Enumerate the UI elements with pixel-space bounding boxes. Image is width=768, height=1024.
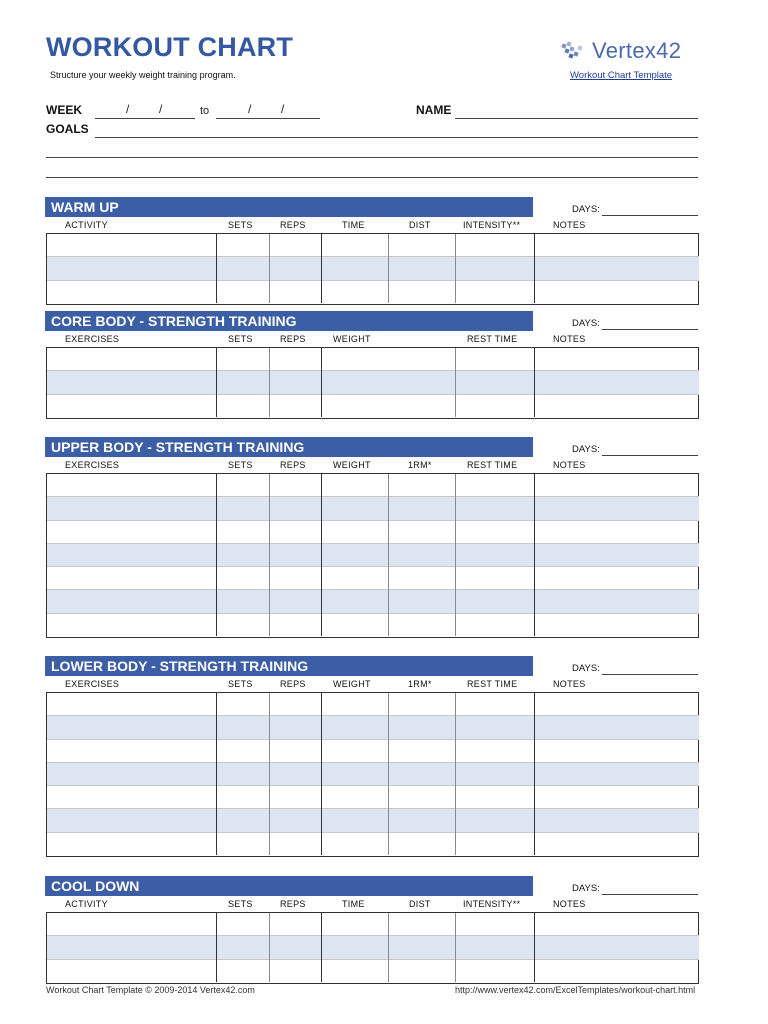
table-cell[interactable] <box>216 590 269 613</box>
table-core <box>46 347 699 419</box>
table-cell[interactable] <box>455 280 534 303</box>
table-cooldown <box>46 912 699 984</box>
days-label: DAYS: <box>572 204 600 215</box>
table-cell[interactable] <box>216 786 269 809</box>
table-warmup <box>46 233 699 305</box>
column-header: ACTIVITY <box>65 220 108 230</box>
table-cell[interactable] <box>534 348 699 371</box>
column-header: NOTES <box>553 899 586 909</box>
table-row <box>47 936 699 959</box>
table-cell[interactable] <box>388 739 455 762</box>
week-label: WEEK <box>46 103 82 117</box>
section-header-upper: UPPER BODY - STRENGTH TRAINING <box>45 437 533 457</box>
goals-field-line-2[interactable] <box>46 157 698 158</box>
column-header: REPS <box>280 899 306 909</box>
table-cell[interactable] <box>321 913 388 936</box>
table-cell[interactable] <box>269 474 321 497</box>
table-cell[interactable] <box>455 716 534 739</box>
table-cell[interactable] <box>321 959 388 982</box>
column-header: ACTIVITY <box>65 899 108 909</box>
table-cell[interactable] <box>388 959 455 982</box>
table-cell[interactable] <box>321 371 455 394</box>
week-start-field[interactable] <box>95 118 195 119</box>
table-cell[interactable] <box>388 786 455 809</box>
table-cell[interactable] <box>455 234 534 257</box>
table-cell[interactable] <box>455 613 534 636</box>
table-cell[interactable] <box>321 394 455 417</box>
column-header: INTENSITY** <box>463 220 521 230</box>
column-header: NOTES <box>553 334 586 344</box>
column-header: REST TIME <box>467 679 518 689</box>
table-cell[interactable] <box>534 257 699 280</box>
table-row <box>47 809 699 832</box>
table-cell[interactable] <box>216 832 269 855</box>
table-cell[interactable] <box>47 762 216 785</box>
table-cell[interactable] <box>321 520 388 543</box>
table-cell[interactable] <box>388 832 455 855</box>
table-cell[interactable] <box>269 520 321 543</box>
table-cell[interactable] <box>534 936 699 959</box>
table-cell[interactable] <box>455 832 534 855</box>
table-cell[interactable] <box>388 613 455 636</box>
table-cell[interactable] <box>216 739 269 762</box>
table-cell[interactable] <box>269 762 321 785</box>
table-cell[interactable] <box>388 809 455 832</box>
table-cell[interactable] <box>321 786 388 809</box>
days-field-cooldown[interactable] <box>602 894 698 895</box>
table-cell[interactable] <box>455 520 534 543</box>
column-header: SETS <box>228 679 253 689</box>
logo-wordmark: Vertex42 <box>592 38 682 63</box>
table-cell[interactable] <box>455 257 534 280</box>
date-slash: / <box>281 102 285 116</box>
column-header: REST TIME <box>467 334 518 344</box>
table-row <box>47 234 699 257</box>
table-cell[interactable] <box>455 474 534 497</box>
table-cell[interactable] <box>269 716 321 739</box>
goals-field-line-3[interactable] <box>46 177 698 178</box>
column-header: TIME <box>342 899 365 909</box>
table-cell[interactable] <box>47 936 216 959</box>
table-row <box>47 371 699 394</box>
table-row <box>47 474 699 497</box>
table-cell[interactable] <box>321 762 388 785</box>
table-cell[interactable] <box>388 257 455 280</box>
table-cell[interactable] <box>47 394 216 417</box>
table-cell[interactable] <box>47 371 216 394</box>
date-slash: / <box>126 102 130 116</box>
table-cell[interactable] <box>321 936 388 959</box>
table-cell[interactable] <box>534 913 699 936</box>
table-row <box>47 348 699 371</box>
column-header: EXERCISES <box>65 679 120 689</box>
table-cell[interactable] <box>47 693 216 716</box>
date-slash: / <box>248 102 252 116</box>
table-cell[interactable] <box>216 809 269 832</box>
table-cell[interactable] <box>216 520 269 543</box>
table-cell[interactable] <box>269 936 321 959</box>
table-cell[interactable] <box>455 959 534 982</box>
table-cell[interactable] <box>47 280 216 303</box>
table-cell[interactable] <box>269 394 321 417</box>
footer-copyright: Workout Chart Template © 2009-2014 Vertex42.com <box>46 985 255 995</box>
goals-label: GOALS <box>46 122 89 136</box>
table-row <box>47 280 699 303</box>
section-header-core: CORE BODY - STRENGTH TRAINING <box>45 311 533 331</box>
days-label: DAYS: <box>572 663 600 674</box>
column-header: NOTES <box>553 460 586 470</box>
table-cell[interactable] <box>216 497 269 520</box>
table-cell[interactable] <box>321 257 388 280</box>
table-upper <box>46 473 699 638</box>
table-cell[interactable] <box>269 348 321 371</box>
table-cell[interactable] <box>388 913 455 936</box>
goals-field-line-1[interactable] <box>95 137 698 138</box>
table-cell[interactable] <box>47 913 216 936</box>
week-end-field[interactable] <box>216 118 320 119</box>
table-row <box>47 497 699 520</box>
table-cell[interactable] <box>269 913 321 936</box>
days-label: DAYS: <box>572 444 600 455</box>
column-header: REST TIME <box>467 460 518 470</box>
table-cell[interactable] <box>269 371 321 394</box>
table-cell[interactable] <box>269 832 321 855</box>
table-cell[interactable] <box>534 520 699 543</box>
table-row <box>47 913 699 936</box>
table-cell[interactable] <box>534 234 699 257</box>
table-row <box>47 762 699 785</box>
days-field-core[interactable] <box>602 329 698 330</box>
table-cell[interactable] <box>216 913 269 936</box>
table-cell[interactable] <box>388 762 455 785</box>
column-header: DIST <box>409 220 431 230</box>
section-header-lower: LOWER BODY - STRENGTH TRAINING <box>45 656 533 676</box>
table-cell[interactable] <box>216 257 269 280</box>
template-link[interactable]: Workout Chart Template <box>570 70 673 81</box>
table-cell[interactable] <box>216 693 269 716</box>
table-cell[interactable] <box>269 280 321 303</box>
column-header: WEIGHT <box>333 460 371 470</box>
table-cell[interactable] <box>321 716 388 739</box>
name-field[interactable] <box>455 118 698 119</box>
table-lower <box>46 692 699 857</box>
table-cell[interactable] <box>47 520 216 543</box>
table-cell[interactable] <box>388 520 455 543</box>
table-cell[interactable] <box>47 567 216 590</box>
table-cell[interactable] <box>47 786 216 809</box>
table-row <box>47 543 699 566</box>
table-cell[interactable] <box>455 348 534 371</box>
table-cell[interactable] <box>388 716 455 739</box>
table-cell[interactable] <box>216 959 269 982</box>
table-cell[interactable] <box>269 786 321 809</box>
table-cell[interactable] <box>216 543 269 566</box>
table-cell[interactable] <box>47 739 216 762</box>
table-cell[interactable] <box>321 739 388 762</box>
table-cell[interactable] <box>388 567 455 590</box>
table-cell[interactable] <box>269 739 321 762</box>
table-row <box>47 739 699 762</box>
column-header: 1RM* <box>408 679 432 689</box>
table-cell[interactable] <box>216 234 269 257</box>
column-header: SETS <box>228 220 253 230</box>
column-header: TIME <box>342 220 365 230</box>
table-cell[interactable] <box>388 497 455 520</box>
table-cell[interactable] <box>47 959 216 982</box>
table-cell[interactable] <box>455 543 534 566</box>
table-cell[interactable] <box>534 543 699 566</box>
table-cell[interactable] <box>47 590 216 613</box>
table-cell[interactable] <box>321 809 388 832</box>
table-cell[interactable] <box>269 809 321 832</box>
section-header-cooldown: COOL DOWN <box>45 876 533 896</box>
table-cell[interactable] <box>455 497 534 520</box>
table-cell[interactable] <box>534 394 699 417</box>
table-cell[interactable] <box>455 809 534 832</box>
table-row <box>47 786 699 809</box>
table-cell[interactable] <box>388 474 455 497</box>
table-cell[interactable] <box>534 280 699 303</box>
date-slash: / <box>159 102 163 116</box>
to-label: to <box>200 105 210 117</box>
column-header: WEIGHT <box>333 334 371 344</box>
column-header: SETS <box>228 899 253 909</box>
column-header: INTENSITY** <box>463 899 521 909</box>
table-cell[interactable] <box>455 786 534 809</box>
table-cell[interactable] <box>216 613 269 636</box>
table-row <box>47 693 699 716</box>
table-cell[interactable] <box>534 786 699 809</box>
table-cell[interactable] <box>321 280 388 303</box>
table-cell[interactable] <box>216 280 269 303</box>
table-row <box>47 832 699 855</box>
column-header: REPS <box>280 334 306 344</box>
table-cell[interactable] <box>269 590 321 613</box>
table-cell[interactable] <box>388 280 455 303</box>
table-cell[interactable] <box>47 234 216 257</box>
column-header: REPS <box>280 460 306 470</box>
table-cell[interactable] <box>534 716 699 739</box>
table-row <box>47 959 699 982</box>
table-row <box>47 520 699 543</box>
table-cell[interactable] <box>321 474 388 497</box>
table-cell[interactable] <box>269 959 321 982</box>
table-cell[interactable] <box>534 590 699 613</box>
table-cell[interactable] <box>455 590 534 613</box>
table-cell[interactable] <box>321 348 455 371</box>
table-cell[interactable] <box>455 567 534 590</box>
section-header-warmup: WARM UP <box>45 197 533 217</box>
column-header: DIST <box>409 899 431 909</box>
table-row <box>47 716 699 739</box>
days-label: DAYS: <box>572 318 600 329</box>
table-cell[interactable] <box>47 348 216 371</box>
table-cell[interactable] <box>321 832 388 855</box>
table-cell[interactable] <box>269 497 321 520</box>
column-header: SETS <box>228 334 253 344</box>
table-cell[interactable] <box>216 371 269 394</box>
table-cell[interactable] <box>534 809 699 832</box>
table-row <box>47 394 699 417</box>
column-header: SETS <box>228 460 253 470</box>
column-header: WEIGHT <box>333 679 371 689</box>
table-cell[interactable] <box>216 567 269 590</box>
table-cell[interactable] <box>321 590 388 613</box>
table-cell[interactable] <box>47 832 216 855</box>
vertex42-logo[interactable] <box>560 40 700 66</box>
table-cell[interactable] <box>455 693 534 716</box>
table-cell[interactable] <box>269 567 321 590</box>
table-cell[interactable] <box>216 936 269 959</box>
table-row <box>47 590 699 613</box>
table-cell[interactable] <box>455 739 534 762</box>
footer-url[interactable]: http://www.vertex42.com/ExcelTemplates/workout-chart.html <box>455 985 696 995</box>
table-cell[interactable] <box>534 567 699 590</box>
days-label: DAYS: <box>572 883 600 894</box>
table-cell[interactable] <box>47 716 216 739</box>
table-cell[interactable] <box>534 497 699 520</box>
table-cell[interactable] <box>216 394 269 417</box>
column-header: REPS <box>280 220 306 230</box>
table-cell[interactable] <box>216 348 269 371</box>
table-cell[interactable] <box>388 590 455 613</box>
column-header: REPS <box>280 679 306 689</box>
table-cell[interactable] <box>534 371 699 394</box>
table-cell[interactable] <box>269 257 321 280</box>
column-header: 1RM* <box>408 460 432 470</box>
table-cell[interactable] <box>455 762 534 785</box>
table-cell[interactable] <box>269 613 321 636</box>
table-cell[interactable] <box>534 739 699 762</box>
table-cell[interactable] <box>388 693 455 716</box>
page-subtitle: Structure your weekly weight training program. <box>50 70 236 80</box>
table-cell[interactable] <box>321 497 388 520</box>
table-row <box>47 613 699 636</box>
table-cell[interactable] <box>534 959 699 982</box>
table-cell[interactable] <box>47 809 216 832</box>
table-cell[interactable] <box>321 543 388 566</box>
page-title: WORKOUT CHART <box>46 32 294 62</box>
table-cell[interactable] <box>388 543 455 566</box>
table-cell[interactable] <box>534 832 699 855</box>
table-cell[interactable] <box>216 762 269 785</box>
column-header: EXERCISES <box>65 460 120 470</box>
column-header: NOTES <box>553 679 586 689</box>
name-label: NAME <box>416 103 452 117</box>
column-header: NOTES <box>553 220 586 230</box>
days-field-lower[interactable] <box>602 674 698 675</box>
table-cell[interactable] <box>455 913 534 936</box>
days-field-upper[interactable] <box>602 455 698 456</box>
table-cell[interactable] <box>455 936 534 959</box>
table-cell[interactable] <box>534 474 699 497</box>
table-cell[interactable] <box>321 613 388 636</box>
vertex42-logo-icon <box>560 40 590 64</box>
table-cell[interactable] <box>47 497 216 520</box>
table-cell[interactable] <box>321 567 388 590</box>
table-cell[interactable] <box>321 693 388 716</box>
table-cell[interactable] <box>216 474 269 497</box>
table-cell[interactable] <box>388 936 455 959</box>
column-header: EXERCISES <box>65 334 120 344</box>
table-cell[interactable] <box>47 474 216 497</box>
table-cell[interactable] <box>455 394 534 417</box>
table-cell[interactable] <box>269 693 321 716</box>
table-cell[interactable] <box>455 371 534 394</box>
days-field-warmup[interactable] <box>602 215 698 216</box>
table-cell[interactable] <box>269 543 321 566</box>
table-cell[interactable] <box>534 613 699 636</box>
table-cell[interactable] <box>534 762 699 785</box>
table-cell[interactable] <box>321 234 388 257</box>
table-cell[interactable] <box>388 234 455 257</box>
table-cell[interactable] <box>216 716 269 739</box>
table-cell[interactable] <box>47 257 216 280</box>
table-cell[interactable] <box>269 234 321 257</box>
table-cell[interactable] <box>534 693 699 716</box>
table-cell[interactable] <box>47 543 216 566</box>
table-cell[interactable] <box>47 613 216 636</box>
table-row <box>47 567 699 590</box>
table-row <box>47 257 699 280</box>
